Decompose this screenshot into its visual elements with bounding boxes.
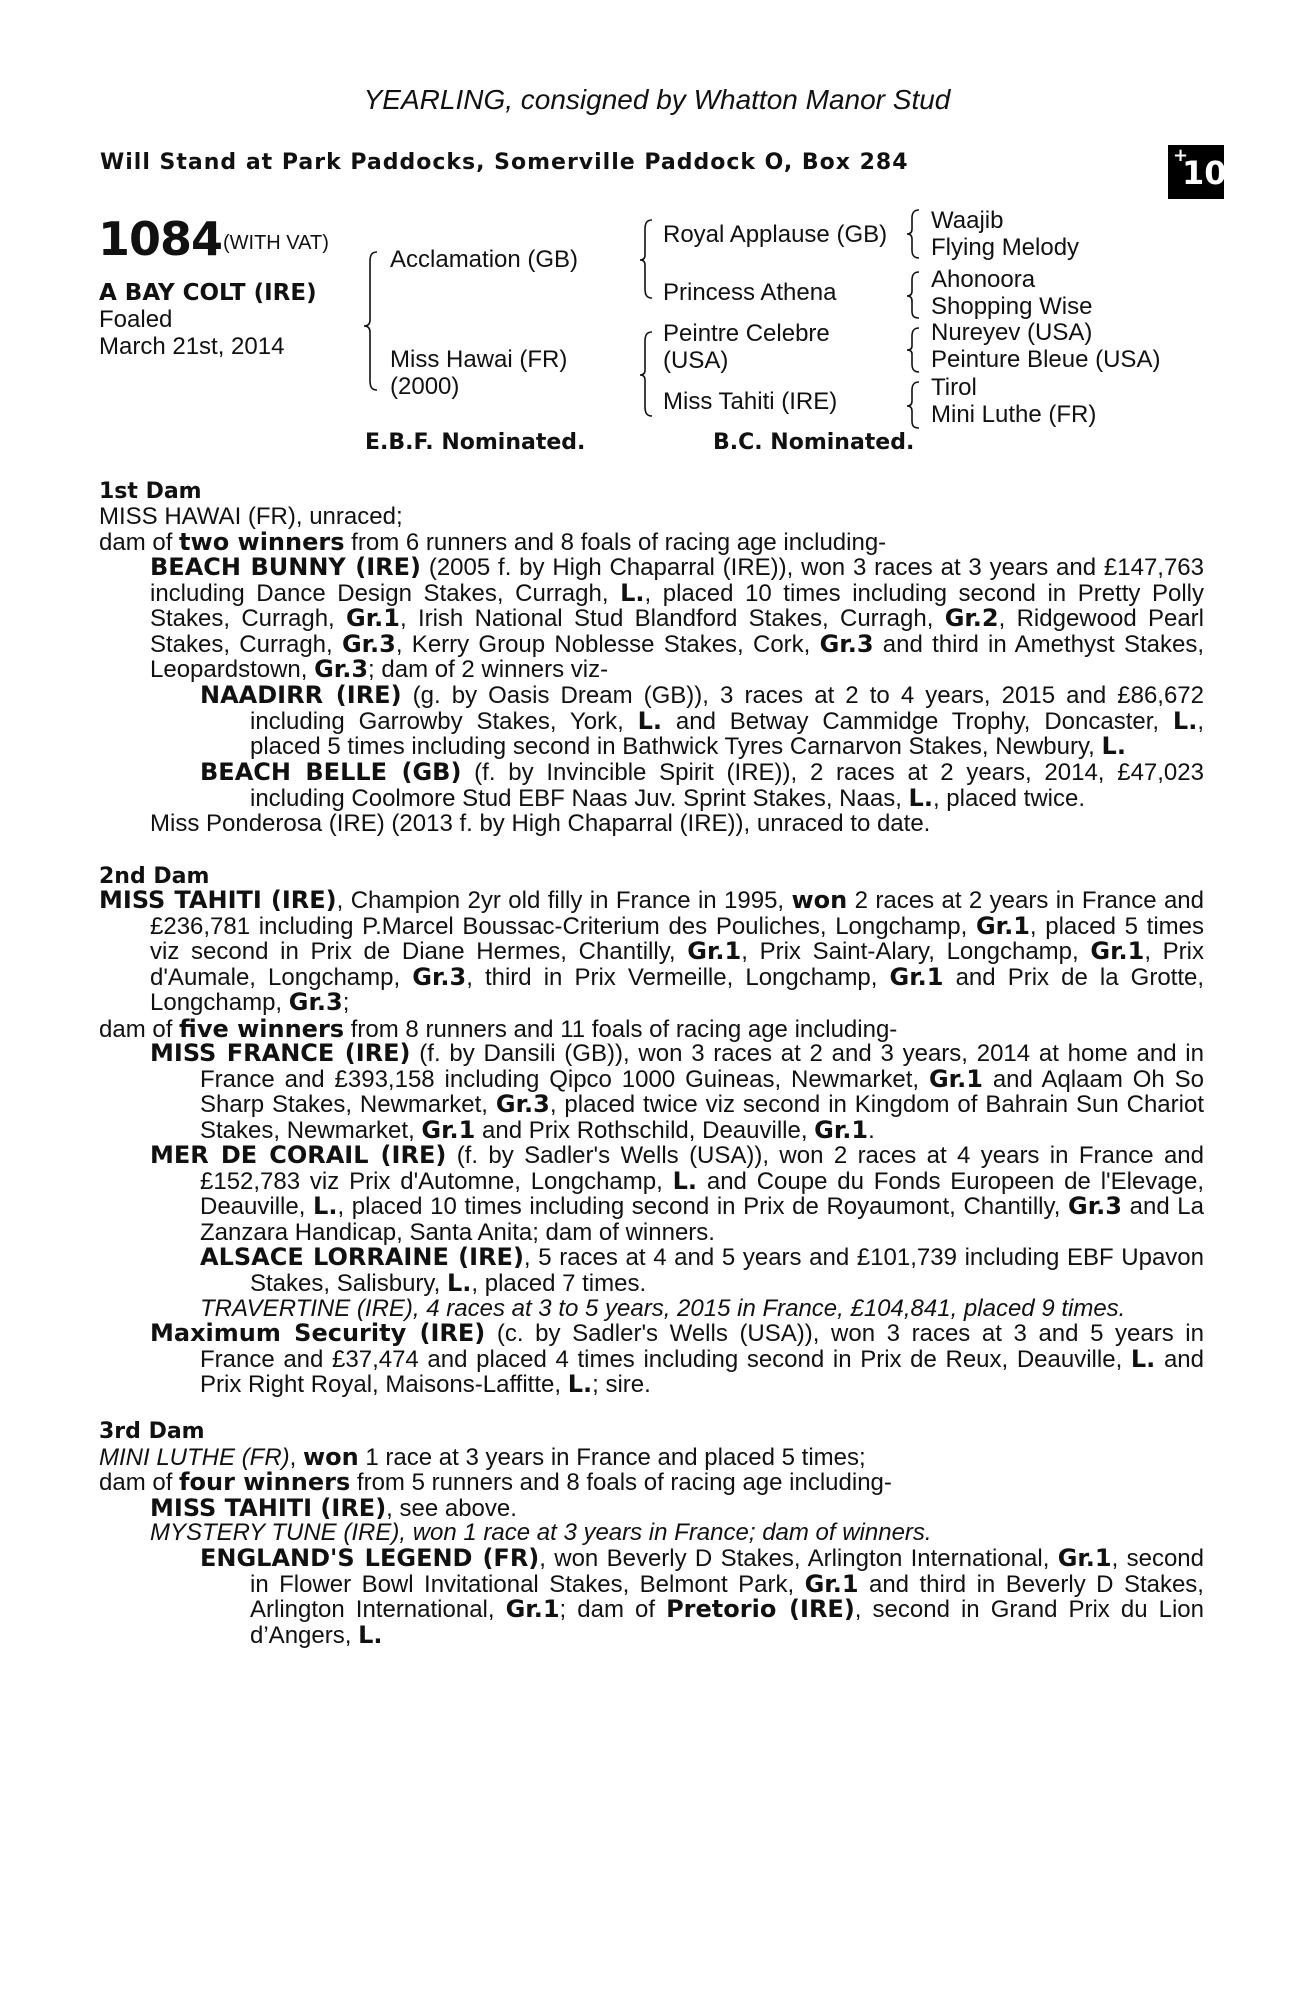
entry-mer-de-corail: MER DE CORAIL (IRE) (f. by Sadler's Wells (USA)), won 2 races at 4 years in France and £152,783 viz Prix d'Automne, Longchamp, L. and Coupe du Fonds Europeen de l'Elevage, Deauville, L., placed 10 times including second in Prix de Royaumont, Chantilly, Gr.3 and La Zanzara Handicap, Santa Anita; dam of winners. <box>150 1141 1205 1246</box>
pedigree-dam-sire-origin: (USA) <box>663 347 729 374</box>
entry-naadirr: NAADIRR (IRE) (g. by Oasis Dream (GB)), 3 races at 2 to 4 years, 2015 and £86,672 including Garrowby Stakes, York, L. and Betway Cammidge Trophy, Doncaster, L., placed 5 times including second in Bathwick Tyres Carnarvon Stakes, Newbury, L. <box>200 681 1205 761</box>
pedigree-dds: Tirol <box>931 374 977 401</box>
first-dam-produce: dam of two winners from 6 runners and 8 foals of racing age including- <box>99 528 887 556</box>
pedigree-dam-year: (2000) <box>390 373 460 400</box>
pedigree-ddd: Mini Luthe (FR) <box>931 401 1097 428</box>
entry-englands-legend: ENGLAND'S LEGEND (FR), won Beverly D Stakes, Arlington International, Gr.1, second in Flower Bowl Invitational Stakes, Belmont Park, Gr.1 and third in Beverly D Stakes, Arlington International, Gr.1; dam of Pretorio (IRE), second in Grand Prix du Lion d’Angers, L. <box>200 1544 1204 1649</box>
third-dam-produce: dam of four winners from 5 runners and 8 foals of racing age including- <box>99 1468 892 1496</box>
pedigree-sire-sire: Royal Applause (GB) <box>663 221 888 248</box>
entry-miss-ponderosa: Miss Ponderosa (IRE) (2013 f. by High Chaparral (IRE)), unraced to date. <box>150 810 931 837</box>
consignment-line: YEARLING, consigned by Whatton Manor Stud <box>363 84 951 115</box>
pedigree-brackets <box>0 0 1314 440</box>
entry-mystery-tune: MYSTERY TUNE (IRE), won 1 race at 3 years in France; dam of winners. <box>150 1519 932 1546</box>
foaled-label: Foaled <box>99 306 173 333</box>
foaled-date: March 21st, 2014 <box>99 333 285 360</box>
pedigree-dss: Nureyev (USA) <box>931 319 1093 346</box>
plus-icon: + <box>1173 145 1189 166</box>
pedigree-sire: Acclamation (GB) <box>390 246 579 273</box>
entry-beach-belle: BEACH BELLE (GB) (f. by Invincible Spirit (IRE)), 2 races at 2 years, 2014, £47,023 including Coolmore Stud EBF Naas Juv. Sprint Stakes, Naas, L., placed twice. <box>200 758 1204 812</box>
entry-beach-bunny: BEACH BUNNY (IRE) (2005 f. by High Chaparral (IRE)), won 3 races at 3 years and £147,763 including Dance Design Stakes, Curragh, L., placed 10 times including second in Pretty Polly Stakes, Curragh, Gr.1, Irish National Stud Blandford Stakes, Curragh, Gr.2, Ridgewood Pearl Stakes, Curragh, Gr.3, Kerry Group Noblesse Stakes, Cork, Gr.3 and third in Amethyst Stakes, Leopardstown, Gr.3; dam of 2 winners viz- <box>150 553 1205 684</box>
pedigree-dam-sire: Peintre Celebre <box>663 320 830 347</box>
pedigree-dam: Miss Hawai (FR) <box>390 346 568 373</box>
pedigree-sire-dam: Princess Athena <box>663 279 837 306</box>
badge-number: 10 <box>1182 154 1227 192</box>
second-dam-produce: dam of five winners from 8 runners and 11 foals of racing age including- <box>99 1015 898 1043</box>
pedigree-sdd: Shopping Wise <box>931 293 1093 320</box>
first-dam-heading: 1st Dam <box>99 479 202 504</box>
stand-location: Will Stand at Park Paddocks, Somerville Paddock O, Box 284 <box>100 150 909 175</box>
pedigree-ssd: Flying Melody <box>931 234 1080 261</box>
entry-alsace-lorraine: ALSACE LORRAINE (IRE), 5 races at 4 and 5 years and £101,739 including EBF Upavon Stakes, Salisbury, L., placed 7 times. <box>200 1243 1204 1297</box>
bc-nomination: B.C. Nominated. <box>713 430 915 455</box>
lot-number: 1084 <box>98 212 223 266</box>
pedigree-dam-dam: Miss Tahiti (IRE) <box>663 388 838 415</box>
ebf-nomination: E.B.F. Nominated. <box>365 430 586 455</box>
second-dam-heading: 2nd Dam <box>99 864 210 889</box>
entry-travertine: TRAVERTINE (IRE), 4 races at 3 to 5 years, 2015 in France, £104,841, placed 9 times. <box>200 1295 1126 1322</box>
entry-maximum-security: Maximum Security (IRE) (c. by Sadler's Wells (USA)), won 3 races at 3 and 5 years in France and £37,474 and placed 4 times including second in Prix de Reux, Deauville, L. and Prix Right Royal, Maisons-Laffitte, L.; sire. <box>150 1319 1204 1399</box>
pedigree-sss: Waajib <box>931 207 1004 234</box>
entry-miss-tahiti: MISS TAHITI (IRE), Champion 2yr old filly in France in 1995, won 2 races at 2 years in France and £236,781 including P.Marcel Boussac-Criterium des Pouliches, Longchamp, Gr.1, placed 5 times viz second in Prix de Diane Hermes, Chantilly, Gr.1, Prix Saint-Alary, Longchamp, Gr.1, Prix d'Aumale, Longchamp, Gr.3, third in Prix Vermeille, Longchamp, Gr.1 and Prix de la Grotte, Longchamp, Gr.3; <box>99 886 1205 1017</box>
first-dam-line: MISS HAWAI (FR), unraced; <box>99 503 403 530</box>
lot-title: A BAY COLT (IRE) <box>99 280 317 306</box>
third-dam-heading: 3rd Dam <box>99 1419 205 1444</box>
entry-miss-tahiti-ref: MISS TAHITI (IRE), see above. <box>150 1494 517 1522</box>
vat-note: (WITH VAT) <box>223 232 329 254</box>
pedigree-dsd: Peinture Bleue (USA) <box>931 346 1161 373</box>
entry-miss-france: MISS FRANCE (IRE) (f. by Dansili (GB)), won 3 races at 2 and 3 years, 2014 at home and in France and £393,158 including Qipco 1000 Guineas, Newmarket, Gr.1 and Aqlaam Oh So Sharp Stakes, Newmarket, Gr.3, placed twice viz second in Kingdom of Bahrain Sun Chariot Stakes, Newmarket, Gr.1 and Prix Rothschild, Deauville, Gr.1. <box>150 1039 1205 1144</box>
pedigree-sds: Ahonoora <box>931 266 1036 293</box>
third-dam-line: MINI LUTHE (FR), won 1 race at 3 years in France and placed 5 times; <box>99 1443 866 1471</box>
